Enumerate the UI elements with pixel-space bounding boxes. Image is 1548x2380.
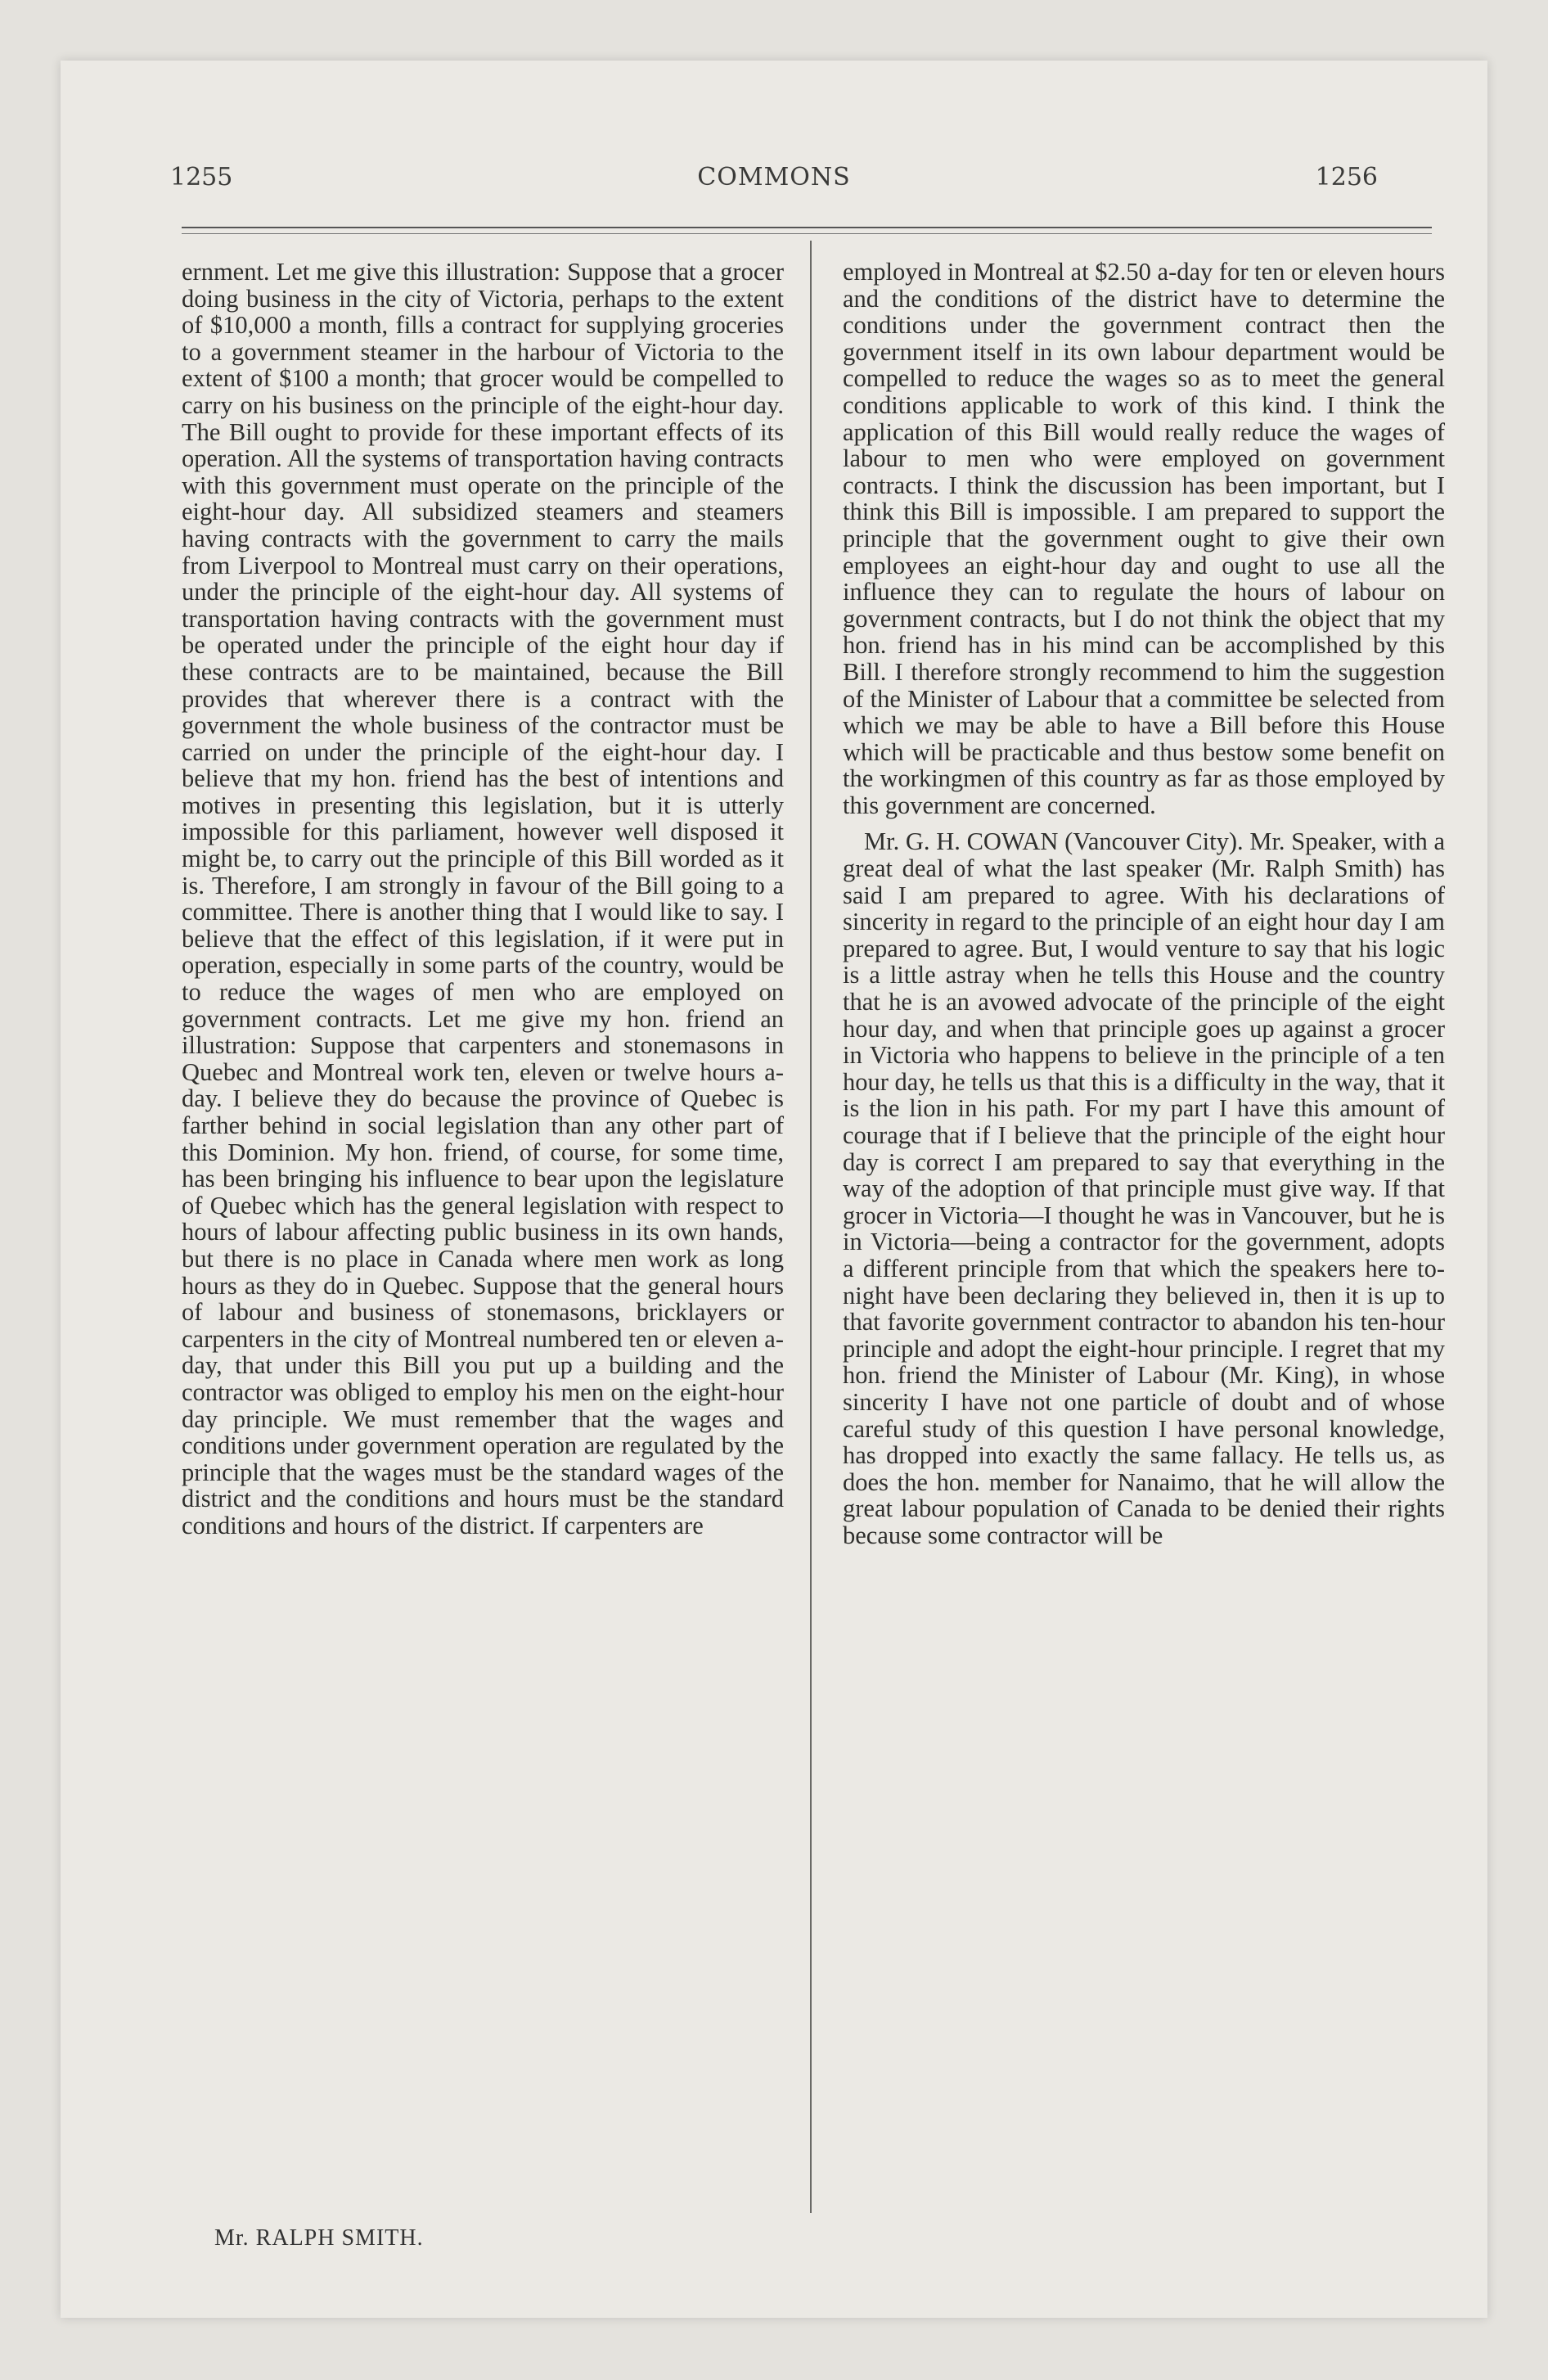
page-number-left: 1255: [170, 163, 233, 192]
left-column: [182, 259, 784, 1539]
column-divider: [810, 241, 812, 2213]
running-head: COMMONS: [697, 163, 851, 192]
right-column-paragraph: employed in Montreal at $2.50 a-day for ten or eleven hours and the conditions of the district have to determine the conditions under the government contract then the government itself in its own labour department would be compelled to reduce the wages so as to meet the general conditions applicable to work of this kind. I think the application of this Bill would really reduce the wages of labour to men who were employed on government contracts. I think the discussion has been important, but I think this Bill is impossible. I am prepared to support the principle that the government ought to give their own employees an eight-hour day and ought to use all the influence they can to regulate the hours of labour on government contracts, but I do not think the object that my hon. friend has in his mind can be accomplished by this Bill. I therefore strongly recommend to him the suggestion of the Minister of Labour that a committee be selected from which we may be able to have a Bill before this House which will be practicable and thus bestow some benefit on the workingmen of this country as far as those employed by this government are concerned.: [843, 258, 1446, 819]
header-rule: [182, 227, 1432, 228]
left-column-paragraph: ernment. Let me give this illustration: Suppose that a grocer doing business in the city of Victoria, perhaps to the extent of $10,000 a month, fills a contract for supplying groceries to a government steamer in the harbour of Victoria to the extent of $100 a month; that grocer would be compelled to carry on his business on the principle of the eight-hour day. The Bill ought to provide for these important effects of its operation. All the systems of transportation having contracts with this government must operate on the principle of the eight-hour day. All subsidized steamers and steamers having contracts with the government to carry the mails from Liverpool to Montreal must carry on their operations, under the principle of the eight-hour day. All systems of transportation having contracts with the government must be operated under the principle of the eight hour day if these contracts are to be maintained, because the Bill provides that wherever there is a contract with the government the whole business of the contractor must be carried on under the principle of the eight-hour day. I believe that my hon. friend has the best of intentions and motives in presenting this legislation, but it is utterly impossible for this parliament, however well disposed it might be, to carry out the principle of this Bill worded as it is. Therefore, I am strongly in favour of the Bill going to a committee. There is another thing that I would like to say. I believe that the effect of this legislation, if it were put in operation, especially in some parts of the country, would be to reduce the wages of men who are employed on government contracts. Let me give my hon. friend an illustration: Suppose that carpenters and stonemasons in Quebec and Montreal work ten, eleven or twelve hours a-day. I believe they do because the province of Quebec is farther behind in social legislation than any other part of this Dominion. My hon. friend, of course, for some time, has been bringing his influence to bear upon the legislature of Quebec which has the general legislation with respect to hours of labour affecting public business in its own hands, but there is no place in Canada where men work as long hours as they do in Quebec. Suppose that the general hours of labour and business of stonemasons, bricklayers or carpenters in the city of Montreal numbered ten or eleven a-day, that under this Bill you put up a building and the contractor was obliged to employ his men on the eight-hour day principle. We must remember that the wages and conditions under government operation are regulated by the principle that the wages must be the standard wages of the district and the conditions and hours must be the standard conditions and hours of the district. If carpenters are: [182, 258, 784, 1539]
right-column: [843, 259, 1445, 1549]
speaker-footer: Mr. RALPH SMITH.: [214, 2225, 424, 2251]
page-header: [170, 163, 1378, 196]
page-number-right: 1256: [1315, 163, 1378, 192]
cowan-speech-paragraph: Mr. G. H. COWAN (Vancouver City). Mr. Speaker, with a great deal of what the last speaker (Mr. Ralph Smith) has said I am prepared to agree. With his declarations of sincerity in regard to the principle of an eight hour day I am prepared to agree. But, I would venture to say that his logic is a little astray when he tells this House and the country that he is an avowed advocate of the principle of the eight hour day, and when that principle goes up against a grocer in Victoria who happens to believe in the principle of a ten hour day, he tells us that this is a difficulty in the way, that it is the lion in his path. For my part I have this amount of courage that if I believe that the principle of the eight hour day is correct I am prepared to say that everything in the way of the adoption of that principle must give way. If that grocer in Victoria—I thought he was in Vancouver, but he is in Victoria—being a contractor for the government, adopts a different principle from that which the speakers here to-night have been declaring they believed in, then it is up to that favorite government contractor to abandon his ten-hour principle and adopt the eight-hour principle. I regret that my hon. friend the Minister of Labour (Mr. King), in whose sincerity I have not one particle of doubt and of whose careful study of this question I have personal knowledge, has dropped into exactly the same fallacy. He tells us, as does the hon. member for Nanaimo, that he will allow the great labour population of Canada to be denied their rights because some contractor will be: [843, 827, 1445, 1549]
scanned-page: [61, 61, 1487, 2318]
header-rule-secondary: [182, 233, 1432, 234]
